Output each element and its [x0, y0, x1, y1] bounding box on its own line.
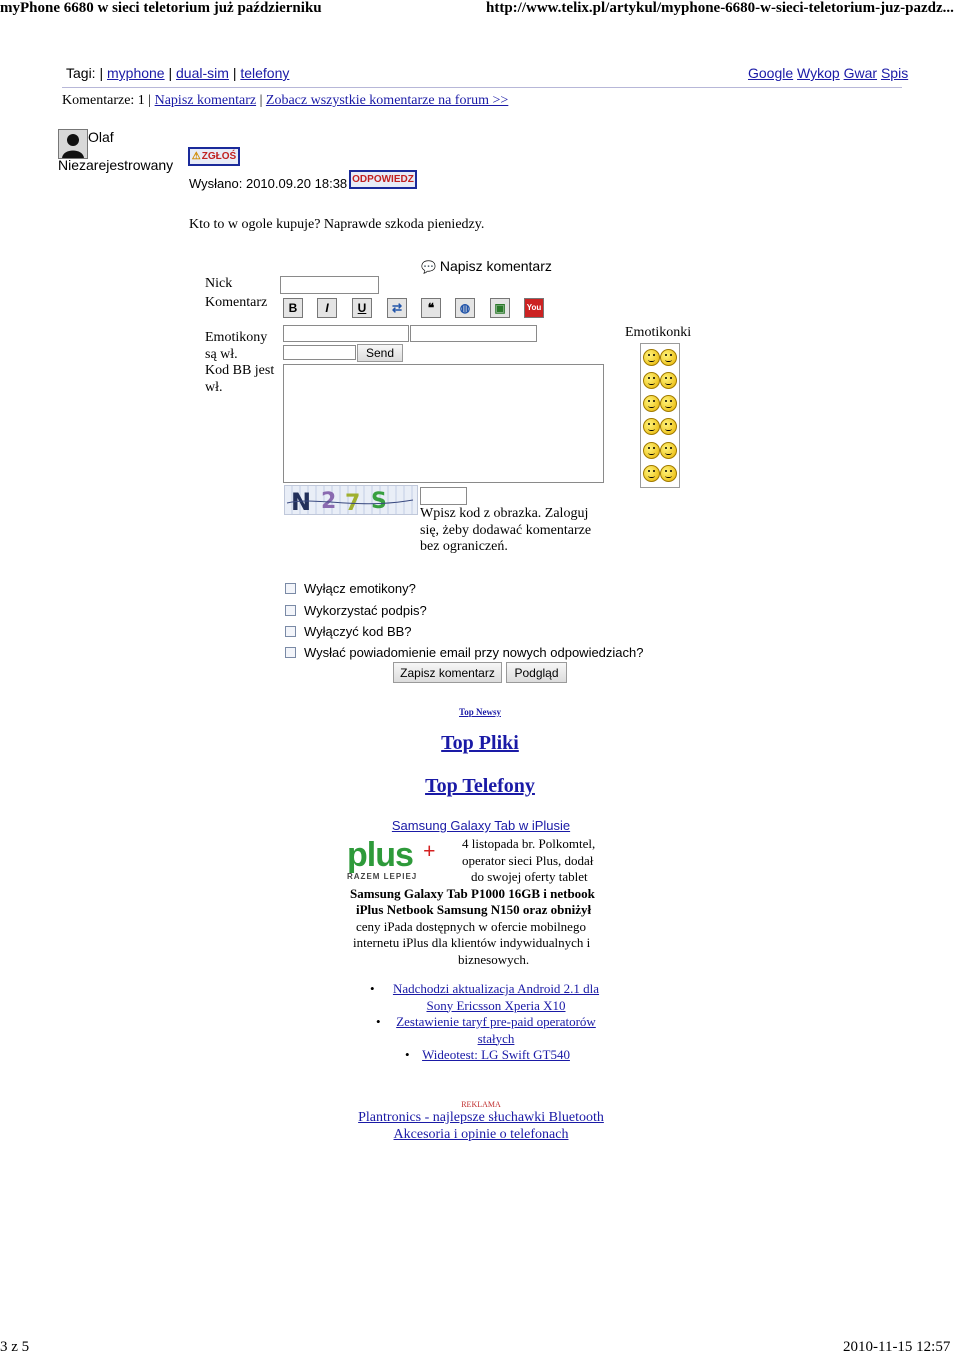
share-links	[748, 65, 908, 81]
disable-bb-label: Wyłączyć kod BB?	[304, 624, 412, 639]
link-icon[interactable]: ⇄	[387, 298, 407, 318]
plus-logo-text: plus	[347, 836, 413, 874]
cry-icon[interactable]	[660, 465, 677, 482]
captcha-hint: Wpisz kod z obrazka. Zaloguj się, żeby dodawać komentarze bez ograniczeń.	[420, 506, 592, 554]
article-headline-link[interactable]: Samsung Galaxy Tab w iPlusie	[391, 818, 571, 833]
web-icon[interactable]: ◍	[455, 298, 475, 318]
related-link-android[interactable]: Nadchodzi aktualizacja Android 2.1 dla	[392, 981, 600, 996]
page-url: http://www.telix.pl/artykul/myphone-6680-w-sieci-teletorium-juz-pazdz...	[486, 0, 954, 16]
share-spis-link[interactable]: Spis	[880, 65, 909, 81]
blush-icon[interactable]	[643, 465, 660, 482]
surprised-icon[interactable]	[660, 418, 677, 435]
article-line: ceny iPada dostępnych w ofercie mobilnego	[356, 918, 586, 934]
divider	[62, 87, 902, 88]
image-icon[interactable]: ▣	[490, 298, 510, 318]
reply-button-label: ODPOWIEDZ	[352, 174, 414, 185]
grin-icon[interactable]	[643, 372, 660, 389]
quote-icon[interactable]: ❝	[421, 298, 441, 318]
disable-bb-checkbox[interactable]	[285, 626, 296, 637]
save-comment-button[interactable]: Zapisz komentarz	[393, 662, 502, 683]
svg-text:7: 7	[345, 491, 361, 514]
list-item	[370, 1047, 622, 1064]
comment-author: Olaf	[88, 129, 114, 145]
tongue-icon[interactable]	[643, 442, 660, 459]
youtube-icon[interactable]: You	[524, 298, 544, 318]
print-datetime: 2010-11-15 12:57	[843, 1339, 951, 1355]
disable-emoticons-label: Wyłącz emotikony?	[304, 581, 416, 596]
nick-label: Nick	[205, 276, 233, 291]
sad-icon[interactable]	[660, 349, 677, 366]
view-all-comments-link[interactable]: Zobacz wszystkie komentarze na forum >>	[265, 93, 509, 108]
use-signature-checkbox[interactable]	[285, 605, 296, 616]
plus-logo-mark-icon: +	[423, 838, 436, 863]
related-link-tariffs-2[interactable]: stałych	[477, 1030, 515, 1046]
ad-link-accessories[interactable]: Akcesoria i opinie o telefonach	[393, 1127, 569, 1142]
email-notify-checkbox[interactable]	[285, 647, 296, 658]
bb-status: Kod BB jest wł.	[205, 363, 275, 395]
list-item	[370, 1014, 622, 1047]
write-comment-link[interactable]: Napisz komentarz	[154, 93, 257, 108]
article-line: 4 listopada br. Polkomtel,	[462, 836, 596, 851]
confused-icon[interactable]	[643, 418, 660, 435]
emoticons-title: Emotikonki	[625, 325, 692, 340]
nick-input[interactable]	[280, 276, 379, 294]
tags-row: Tagi: | myphone | dual-sim | telefony	[66, 65, 290, 81]
form-heading	[421, 258, 552, 274]
ads-label: REKLAMA	[461, 1100, 501, 1109]
article-line: internetu iPlus dla klientów indywidualnych i	[353, 935, 591, 950]
report-button-label: ZGŁOŚ	[201, 151, 237, 162]
use-signature-label: Wykorzystać podpis?	[304, 603, 427, 618]
top-news-link[interactable]: Top Newsy	[459, 707, 501, 717]
comment-textarea[interactable]	[283, 364, 604, 483]
list-item	[370, 981, 622, 1014]
italic-icon[interactable]: I	[317, 298, 337, 318]
comment-label: Komentarz	[205, 295, 268, 310]
article-line: Samsung Galaxy Tab P1000 16GB i netbook	[350, 885, 595, 901]
share-google-link[interactable]: Google	[748, 65, 794, 81]
tag-link-dual-sim[interactable]: dual-sim	[176, 65, 229, 81]
tag-link-myphone[interactable]: myphone	[107, 65, 165, 81]
comment-sent-date: Wysłano: 2010.09.20 18:38	[189, 176, 348, 191]
preview-button[interactable]: Podgląd	[506, 662, 567, 683]
svg-text:2: 2	[321, 489, 337, 514]
page-count: 3 z 5	[0, 1339, 30, 1355]
ad-link-plantronics[interactable]: Plantronics - najlepsze słuchawki Bluetooth	[358, 1110, 604, 1125]
emoticons-panel	[640, 343, 680, 488]
svg-text:S: S	[371, 489, 387, 514]
article-body	[330, 836, 630, 968]
reply-button[interactable]	[349, 170, 417, 189]
bullet-icon: •	[370, 981, 375, 996]
related-link-videotest[interactable]: Wideotest: LG Swift GT540	[422, 1047, 570, 1062]
wink-icon[interactable]	[660, 372, 677, 389]
disable-emoticons-checkbox[interactable]	[285, 583, 296, 594]
form-heading-label: Napisz komentarz	[439, 258, 552, 274]
article-line: do swojej oferty tablet	[471, 869, 588, 884]
bullet-icon: •	[376, 1014, 381, 1029]
tags-label: Tagi:	[66, 65, 96, 81]
avatar	[58, 129, 88, 159]
captcha-input[interactable]	[420, 487, 467, 505]
svg-text:N: N	[291, 488, 312, 514]
share-wykop-link[interactable]: Wykop	[797, 65, 840, 81]
warning-icon: ⚠	[191, 151, 201, 162]
related-link-android-2[interactable]: Sony Ericsson Xperia X10	[426, 997, 566, 1013]
angry-icon[interactable]	[660, 395, 677, 412]
bold-icon[interactable]: B	[283, 298, 303, 318]
comment-body: Kto to w ogole kupuje? Naprawde szkoda pieniedzy.	[189, 217, 485, 232]
email-notify-label: Wysłać powiadomienie email przy nowych odpowiedziach?	[304, 645, 644, 660]
plus-logo-tagline: RAZEM LEPIEJ	[347, 872, 418, 881]
page-title: myPhone 6680 w sieci teletorium już październiku	[0, 0, 322, 16]
report-button[interactable]	[188, 147, 240, 166]
article-line: biznesowych.	[458, 951, 530, 967]
comments-count: Komentarze: 1	[62, 93, 145, 108]
laugh-icon[interactable]	[660, 442, 677, 459]
captcha-image	[284, 485, 418, 515]
comments-bar: Komentarze: 1 | Napisz komentarz | Zobacz wszystkie komentarze na forum >>	[62, 93, 509, 108]
tag-link-telefony[interactable]: telefony	[240, 65, 290, 81]
speech-bubble-icon: 💬	[421, 260, 436, 274]
emoticons-status: Emotikony są wł.	[205, 330, 268, 362]
subject-input[interactable]	[283, 325, 409, 342]
article-line: operator sieci Plus, dodał	[462, 852, 594, 868]
underline-icon[interactable]: U	[352, 298, 372, 318]
email-input[interactable]	[410, 325, 537, 342]
smile-icon[interactable]	[643, 349, 660, 366]
comment-author-status: Niezarejestrowany	[58, 157, 174, 173]
top-phones-link[interactable]: Top Telefony	[425, 775, 535, 797]
cool-icon[interactable]	[643, 395, 660, 412]
article-line: iPlus Netbook Samsung N150 oraz obniżył	[356, 902, 592, 917]
top-files-link[interactable]: Top Pliki	[441, 732, 519, 754]
related-links	[370, 981, 622, 1064]
related-link-tariffs[interactable]: Zestawienie taryf pre-paid operatorów	[396, 1014, 596, 1029]
share-gwar-link[interactable]: Gwar	[843, 65, 878, 81]
send-button[interactable]: Send	[357, 344, 403, 362]
bullet-icon: •	[405, 1047, 410, 1062]
website-input[interactable]	[283, 345, 356, 360]
